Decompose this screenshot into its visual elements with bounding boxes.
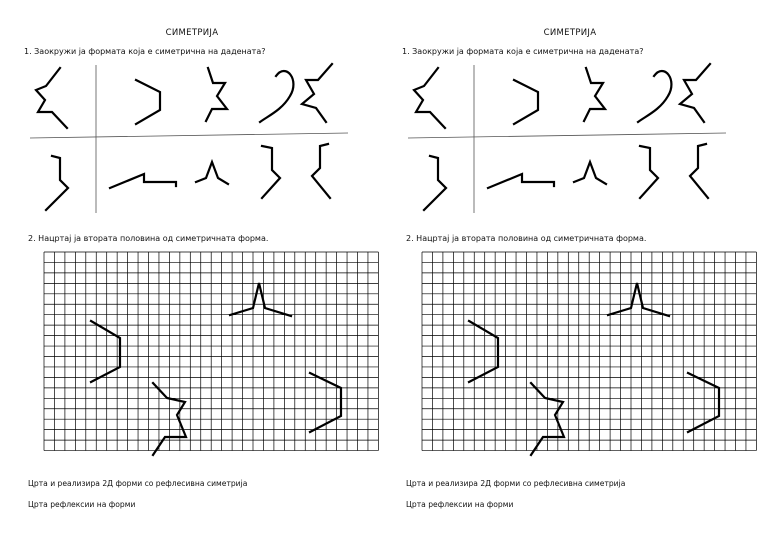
half-shape-bracket	[469, 321, 498, 382]
half-shape-bracket	[91, 321, 120, 382]
task-2-text: 2. Нацртај ја втората половина од симетричната форма.	[28, 234, 269, 243]
footer-line-1: Црта и реализира 2Д форми со рефлесивна симетрија	[406, 479, 626, 488]
worksheet-title: СИМЕТРИЈА	[543, 28, 597, 38]
drawing-grid[interactable]	[422, 252, 756, 451]
half-shape-star	[230, 283, 291, 316]
worksheet-right	[378, 0, 762, 543]
footer-line-2: Црта рефлексии на форми	[28, 500, 136, 509]
task-2-grid-area	[378, 0, 762, 543]
task-2-text: 2. Нацртај ја втората половина од симетричната форма.	[406, 234, 647, 243]
worksheet-title: СИМЕТРИЈА	[165, 28, 219, 38]
task-1-text: 1. Заокружи ја формата која е симетрична на дадената?	[24, 47, 266, 56]
footer-line-1: Црта и реализира 2Д форми со рефлесивна симетрија	[28, 479, 248, 488]
half-shape-star	[608, 283, 669, 316]
drawing-grid[interactable]	[44, 252, 378, 451]
footer-line-2: Црта рефлексии на форми	[406, 500, 514, 509]
task-1-text: 1. Заокружи ја формата која е симетрична на дадената?	[402, 47, 644, 56]
